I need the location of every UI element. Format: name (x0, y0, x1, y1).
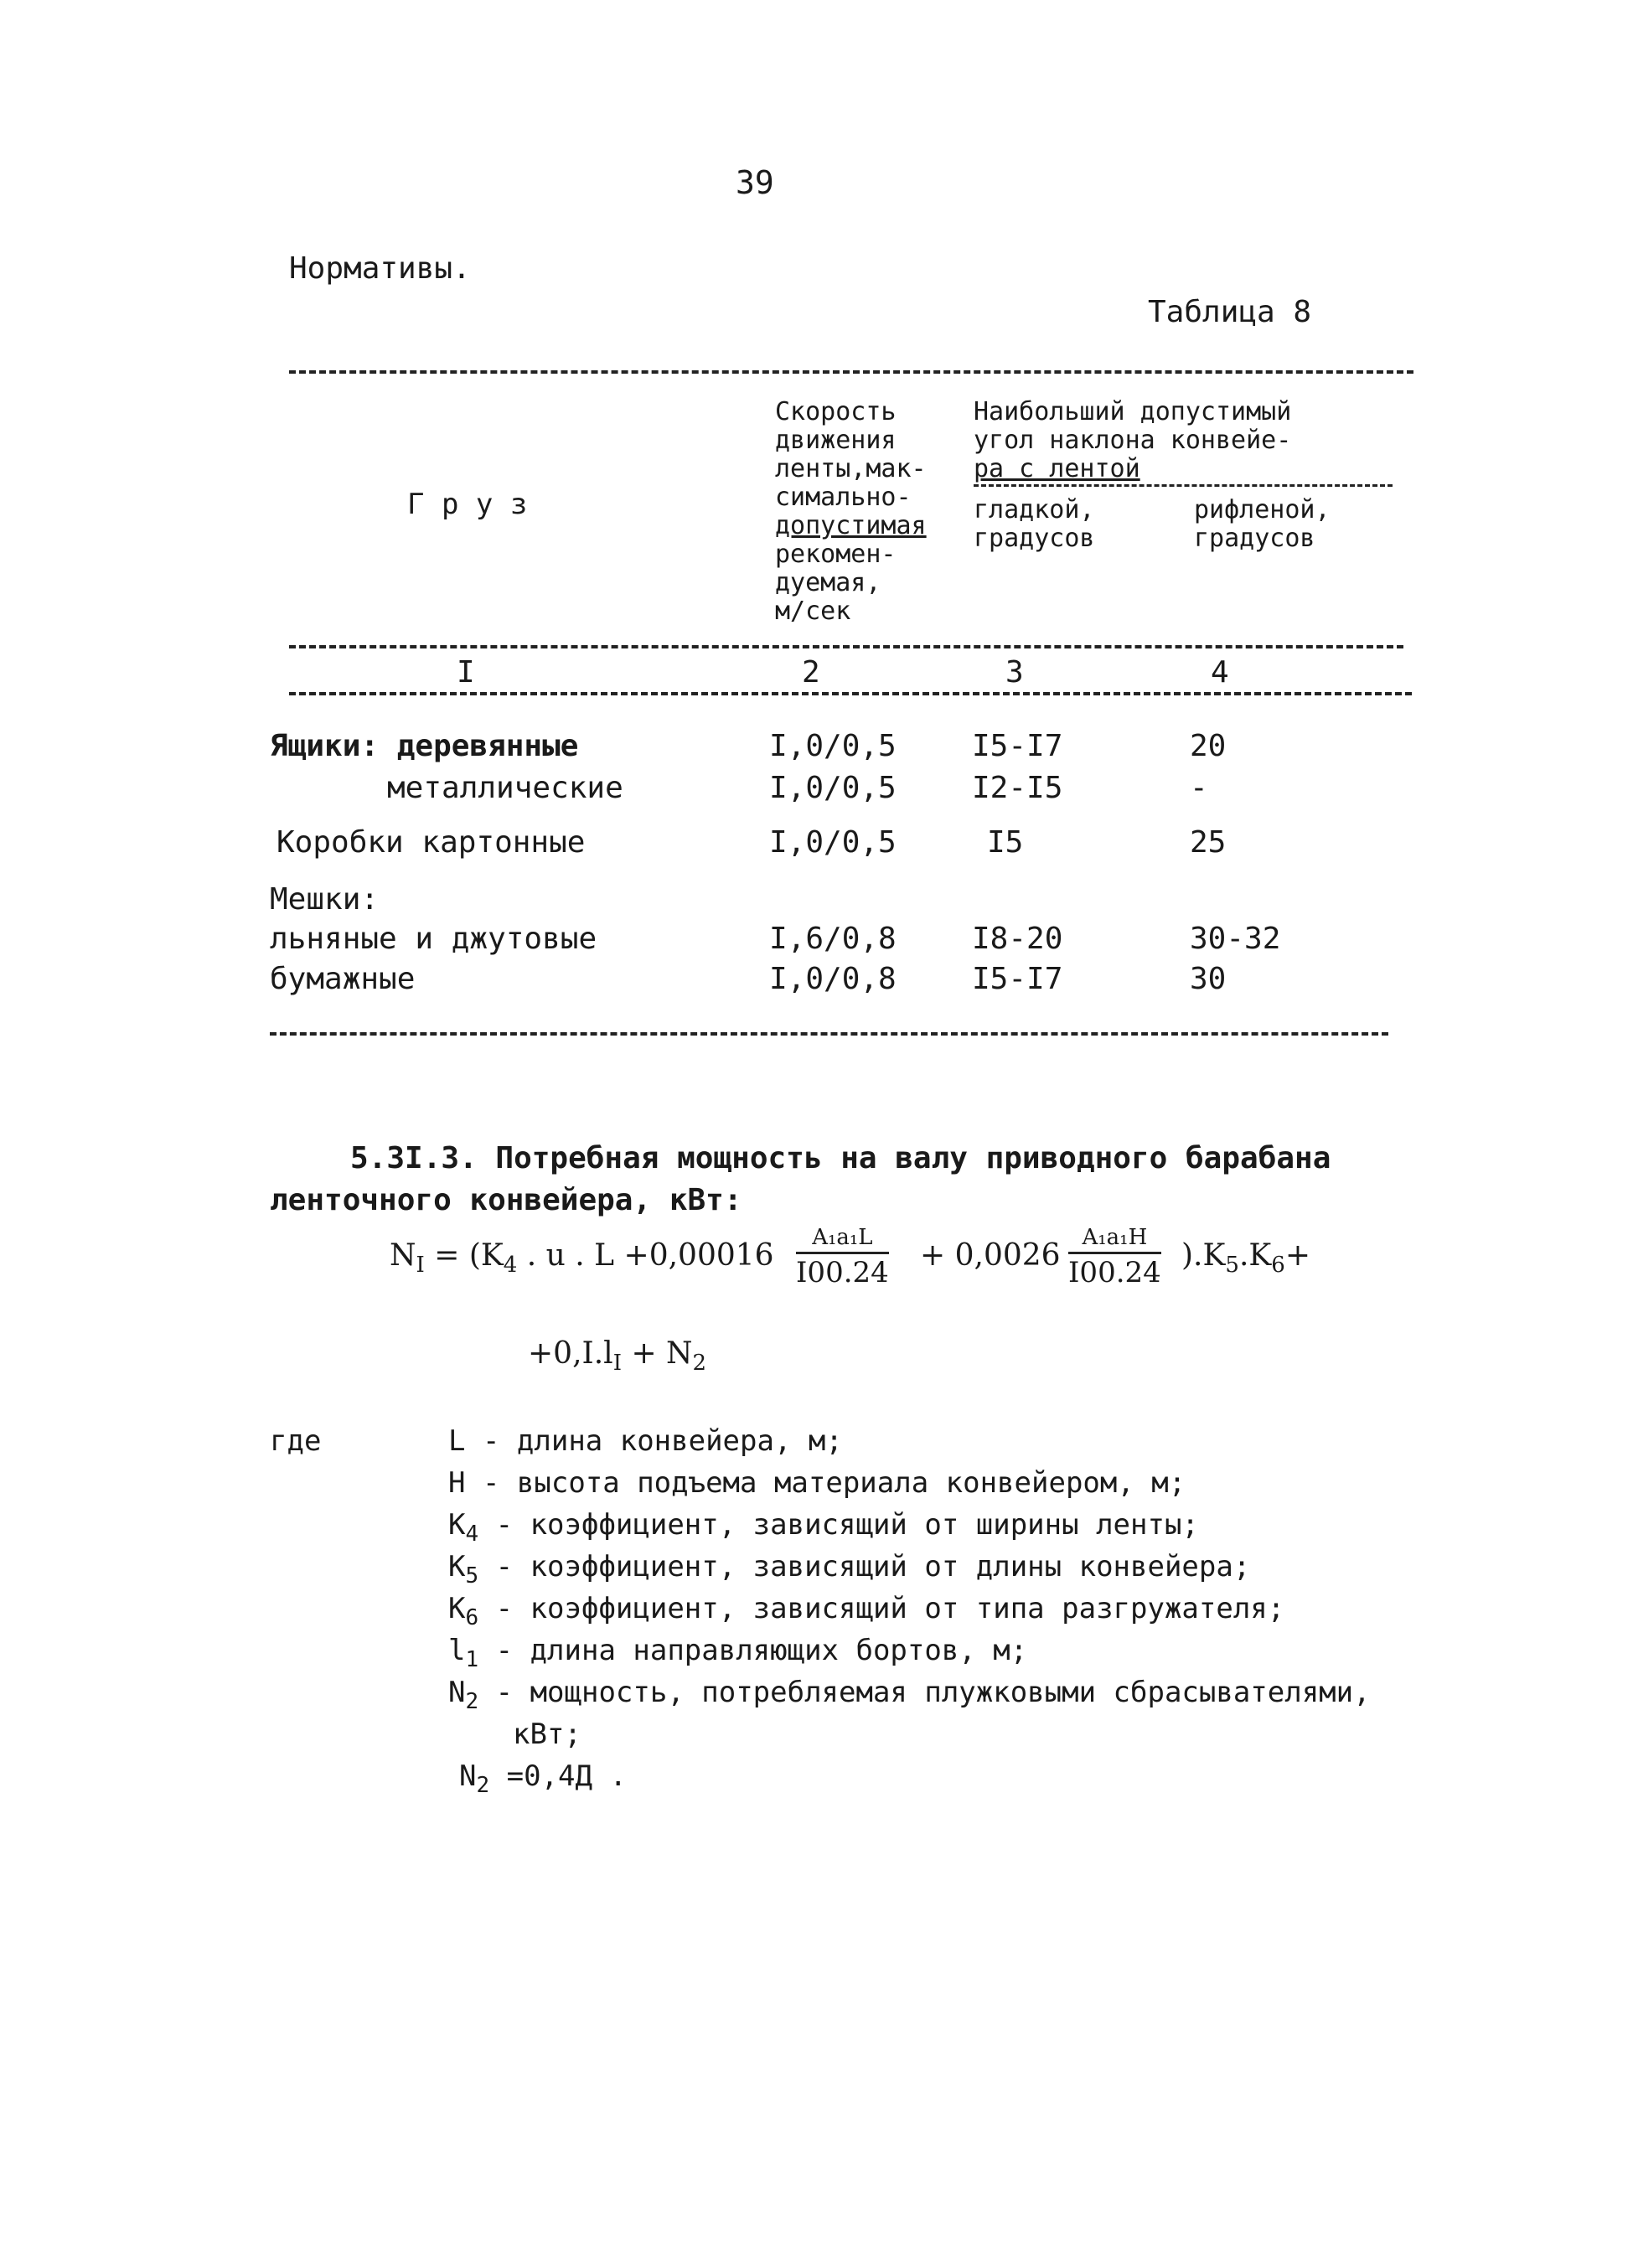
row-speed: I,6/0,8 (769, 922, 897, 956)
page-number: 39 (736, 164, 774, 201)
formula-open: = (K (434, 1238, 504, 1273)
row-speed: I,0/0,5 (769, 825, 897, 860)
header-cargo: Г р у з (407, 488, 528, 521)
fraction-numerator: A₁a₁L (796, 1225, 889, 1254)
fraction-denominator: I00.24 (796, 1256, 889, 1289)
formula-close: ).K (1181, 1238, 1226, 1273)
row-smooth: I8-20 (972, 922, 1063, 956)
col-number: I (457, 655, 475, 690)
header-speed-line: дуемая, (775, 568, 881, 597)
legend-sub: 6 (465, 1604, 479, 1630)
row-speed: I,0/0,5 (769, 729, 897, 763)
legend-symbol: K (448, 1592, 466, 1625)
row-speed: I,0/0,8 (769, 962, 897, 996)
row-cargo: льняные и джутовые (270, 922, 597, 956)
table-caption: Таблица 8 (1148, 295, 1312, 329)
row-cargo: Коробки картонные (276, 825, 586, 860)
legend-text: - высота подъема материала конвейером, м; (482, 1466, 1186, 1500)
col-number: 3 (1005, 655, 1024, 690)
legend-symbol: l (448, 1634, 466, 1667)
legend-text: - длина конвейера, м; (482, 1424, 843, 1458)
table-top-rule (289, 370, 1413, 374)
paragraph-line: ленточного конвейера, кВт: (270, 1183, 742, 1217)
table-bottom-rule (270, 1032, 1388, 1036)
row-cargo: бумажные (270, 962, 416, 996)
header-speed-line: м/сек (775, 597, 851, 626)
header-ribbed (1194, 496, 1331, 553)
legend-sub: 1 (465, 1646, 479, 1672)
header-angle-line: ра с лентой (974, 454, 1140, 483)
formula-line2-a: +0,I.l (528, 1336, 613, 1371)
legend-item (448, 1550, 1250, 1589)
legend-item (448, 1466, 1186, 1505)
formula-line-2 (528, 1336, 706, 1376)
legend-symbol: N (448, 1676, 466, 1709)
header-ribbed-line: рифленой, (1194, 495, 1331, 524)
legend-text: - коэффициент, зависящий от типа разгружателя; (495, 1592, 1285, 1625)
header-ribbed-line: градусов (1194, 524, 1315, 553)
header-smooth (974, 496, 1095, 553)
legend-text: кВт; (513, 1718, 581, 1751)
legend-symbol: H (448, 1466, 466, 1500)
legend-symbol: N (459, 1759, 477, 1793)
row-ribbed: 30 (1190, 962, 1227, 996)
header-speed-line: ленты,мак- (775, 454, 927, 483)
formula-n1-sub: I (416, 1253, 425, 1279)
formula-fraction-2 (1068, 1225, 1161, 1289)
formula-k4-sub: 4 (503, 1253, 518, 1279)
legend-item (448, 1634, 1027, 1672)
header-speed-line: движения (775, 426, 897, 455)
header-speed-line: Скорость (775, 397, 897, 426)
legend-sub: 5 (465, 1563, 479, 1589)
header-speed (775, 398, 927, 626)
row-ribbed: - (1190, 771, 1208, 805)
legend-sub: 2 (476, 1772, 490, 1798)
legend-item (448, 1508, 1199, 1547)
row-ribbed: 20 (1190, 729, 1227, 763)
legend-symbol: L (448, 1424, 466, 1458)
header-angle-group (974, 398, 1291, 483)
legend-text: - коэффициент, зависящий от длины конвейера; (495, 1550, 1251, 1583)
legend-symbol: K (448, 1508, 466, 1542)
header-smooth-line: градусов (974, 524, 1095, 553)
legend-text: - длина направляющих бортов, м; (495, 1634, 1028, 1667)
row-cargo: Ящики: деревянные (270, 729, 579, 763)
formula-part (1181, 1238, 1310, 1278)
formula-line2-b: + N (631, 1336, 693, 1371)
numbering-rule (289, 692, 1412, 695)
row-cargo: металлические (387, 771, 623, 805)
formula-line2-sub: I (612, 1351, 622, 1377)
section-label: Нормативы. (289, 251, 471, 286)
legend-text: - коэффициент, зависящий от ширины ленты; (495, 1508, 1199, 1542)
col-number: 4 (1211, 655, 1229, 690)
row-ribbed: 30-32 (1190, 922, 1281, 956)
header-smooth-line: гладкой, (974, 495, 1095, 524)
row-cargo: Мешки: (270, 882, 380, 917)
legend-item (459, 1759, 627, 1798)
formula-part (390, 1238, 774, 1278)
header-subgroup-rule (974, 484, 1393, 487)
legend-item (448, 1424, 843, 1463)
formula-dotk: .K (1238, 1238, 1272, 1273)
header-speed-line: симально- (775, 483, 912, 512)
paragraph-line: 5.3I.3. Потребная мощность на валу приводного барабана (350, 1141, 1331, 1175)
header-angle-line: Наибольший допустимый (974, 397, 1292, 426)
formula-line2-sub2: 2 (692, 1351, 707, 1377)
legend-item (448, 1592, 1284, 1630)
col-number: 2 (802, 655, 820, 690)
legend-item (448, 1676, 1371, 1714)
row-speed: I,0/0,5 (769, 771, 897, 805)
formula-n1: N (390, 1238, 416, 1273)
legend-sub: 4 (465, 1521, 479, 1547)
fraction-denominator: I00.24 (1068, 1256, 1161, 1289)
formula-plus: + 0,0026 (920, 1238, 1061, 1273)
row-smooth: I5 (987, 825, 1024, 860)
formula-fraction-1 (796, 1225, 889, 1289)
row-smooth: I5-I7 (972, 729, 1063, 763)
formula-tail: + (1284, 1238, 1310, 1273)
header-bottom-rule (289, 645, 1403, 648)
fraction-numerator: A₁a₁H (1068, 1225, 1161, 1254)
legend-sub: 2 (465, 1688, 479, 1714)
row-ribbed: 25 (1190, 825, 1227, 860)
legend-item (513, 1718, 581, 1751)
formula-k6-sub: 6 (1271, 1253, 1285, 1279)
formula-k5-sub: 5 (1225, 1253, 1239, 1279)
row-smooth: I2-I5 (972, 771, 1063, 805)
where-label: где (270, 1424, 322, 1458)
formula-mid: . u . L +0,00016 (526, 1238, 774, 1273)
header-speed-line: допустимая (775, 511, 927, 540)
legend-text: - мощность, потребляемая плужковыми сбрасывателями, (495, 1676, 1371, 1709)
header-angle-line: угол наклона конвейе- (974, 426, 1292, 455)
legend-symbol: K (448, 1550, 466, 1583)
legend-text: =0,4Д . (506, 1759, 627, 1793)
header-speed-line: рекомен- (775, 540, 897, 569)
row-smooth: I5-I7 (972, 962, 1063, 996)
